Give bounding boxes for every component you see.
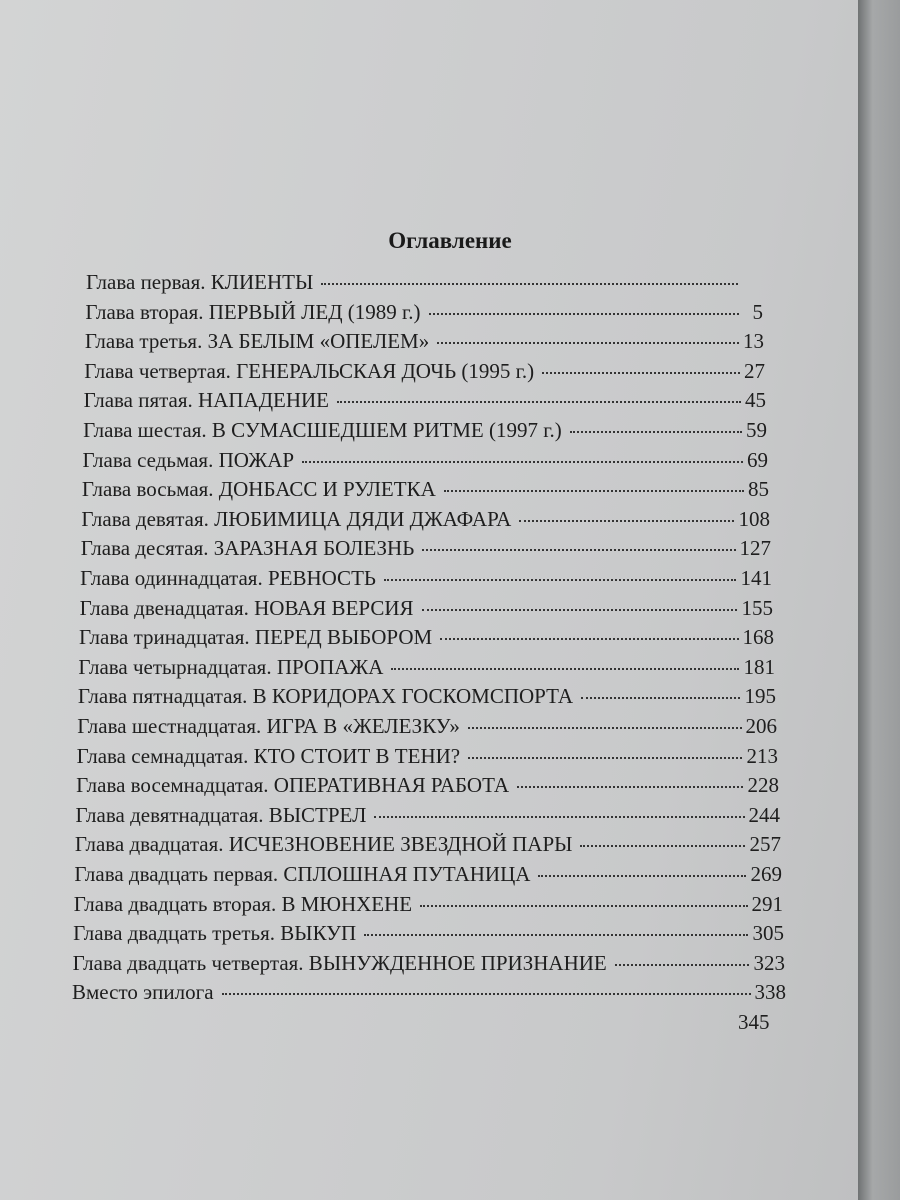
toc-entry-page: 338 <box>754 980 786 1005</box>
dot-leader <box>615 964 750 966</box>
toc-entry <box>72 980 786 1009</box>
toc-entry-page: 141 <box>740 566 772 590</box>
toc-entry-page: 168 <box>742 625 774 650</box>
page-edge <box>858 0 900 1200</box>
toc-entry <box>74 862 782 891</box>
toc-entry-title: Глава двенадцатая. НОВАЯ ВЕРСИЯ <box>79 595 414 620</box>
toc-entry-title: Глава двадцать вторая. В МЮНХЕНЕ <box>73 891 413 916</box>
toc-entry-page: 181 <box>743 654 775 679</box>
dot-leader <box>302 461 743 463</box>
toc-entry <box>78 655 775 684</box>
dot-leader <box>391 668 739 670</box>
toc-entry-page: 13 <box>742 329 764 354</box>
toc-entry-page: 85 <box>747 477 769 502</box>
toc-entry <box>84 388 766 417</box>
dot-leader <box>429 313 739 315</box>
toc-entry-page: 59 <box>745 418 767 442</box>
toc-entry-title: Глава пятая. НАПАДЕНИЕ <box>83 388 330 413</box>
dot-leader <box>374 816 744 818</box>
toc-entry-title: Глава третья. ЗА БЕЛЫМ «ОПЕЛЕМ» <box>84 329 430 354</box>
trailing-page-number: 345 <box>738 1010 770 1034</box>
dot-leader <box>468 757 742 759</box>
toc-entry-title: Глава девятая. ЛЮБИМИЦА ДЯДИ ДЖАФАРА <box>81 506 512 531</box>
toc-entry-title: Глава семнадцатая. КТО СТОИТ В ТЕНИ? <box>76 743 461 768</box>
toc-entry-title: Глава седьмая. ПОЖАР <box>82 447 295 472</box>
toc-entry-title: Глава двадцать третья. ВЫКУП <box>73 921 357 946</box>
toc-entry <box>78 684 776 713</box>
toc-entry <box>86 270 762 299</box>
dot-leader <box>337 401 741 403</box>
toc-entry-title: Вместо эпилога <box>72 980 214 1005</box>
toc-entry-page: 244 <box>748 802 780 827</box>
dot-leader <box>321 283 738 285</box>
toc-entry <box>80 566 772 595</box>
toc-entry <box>81 507 770 536</box>
toc-entry-title: Глава четырнадцатая. ПРОПАЖА <box>78 654 384 679</box>
toc-entry-page: 213 <box>746 743 778 768</box>
toc-entry-title: Глава пятнадцатая. В КОРИДОРАХ ГОСКОМСПОРТА <box>77 684 574 709</box>
dot-leader <box>440 638 738 640</box>
toc-entry-title: Глава шестая. В СУМАСШЕДШЕМ РИТМЕ (1997 г.) <box>83 418 562 442</box>
toc-entry-title: Глава восемнадцатая. ОПЕРАТИВНАЯ РАБОТА <box>76 773 510 798</box>
toc-entry <box>80 596 773 625</box>
toc-entry <box>81 536 771 565</box>
dot-leader <box>222 993 751 995</box>
toc-entry-page: 108 <box>738 506 770 531</box>
toc-entry-page: 228 <box>747 773 779 798</box>
toc-entry <box>85 329 764 358</box>
toc-entry-page: 291 <box>751 891 783 916</box>
toc-entry-title: Глава восьмая. ДОНБАСС И РУЛЕТКА <box>81 477 436 502</box>
toc-entry-title: Глава четвертая. ГЕНЕРАЛЬСКАЯ ДОЧЬ (1995 г.) <box>84 358 535 383</box>
toc-entry-title: Глава первая. КЛИЕНТЫ <box>86 270 314 294</box>
toc-entry-page: 27 <box>744 358 765 383</box>
toc-entry <box>83 418 767 447</box>
dot-leader <box>542 372 740 374</box>
toc-entry-title: Глава двадцатая. ИСЧЕЗНОВЕНИЕ ЗВЕЗДНОЙ ПАРЫ <box>74 832 573 857</box>
toc-entry <box>79 625 774 654</box>
toc-entry <box>77 714 777 743</box>
toc-entry-title: Глава десятая. ЗАРАЗНАЯ БОЛЕЗНЬ <box>80 536 415 561</box>
dot-leader <box>437 342 739 344</box>
dot-leader <box>468 727 742 729</box>
toc-entry-title: Глава двадцать первая. СПЛОШНАЯ ПУТАНИЦА <box>74 862 531 886</box>
dot-leader <box>580 845 745 847</box>
toc-entry <box>84 359 765 388</box>
toc-entry-title: Глава девятнадцатая. ВЫСТРЕЛ <box>75 802 367 827</box>
toc-entry <box>76 773 779 802</box>
dot-leader <box>422 549 735 551</box>
toc-entry-title: Глава одиннадцатая. РЕВНОСТЬ <box>80 566 376 590</box>
toc-entry-page: 45 <box>744 388 766 413</box>
toc-entry <box>74 892 783 921</box>
toc-entry <box>75 832 781 861</box>
toc-entry <box>82 477 769 506</box>
dot-leader <box>384 579 737 581</box>
page-title: Оглавление <box>388 228 512 253</box>
dot-leader <box>538 875 746 877</box>
dot-leader <box>422 609 738 611</box>
toc-entry <box>73 951 785 980</box>
toc-entry-page: 257 <box>749 832 781 857</box>
dot-leader <box>364 934 748 936</box>
toc-entry-page: 269 <box>750 862 782 886</box>
toc-entry-title: Глава вторая. ПЕРВЫЙ ЛЕД (1989 г.) <box>85 299 421 324</box>
toc-entry <box>77 744 778 773</box>
toc-entry-page: 305 <box>752 921 784 946</box>
toc-entry-page: 69 <box>747 447 768 472</box>
dot-leader <box>570 431 742 433</box>
dot-leader <box>519 520 734 522</box>
toc-entry <box>85 300 763 329</box>
dot-leader <box>517 786 743 788</box>
toc-entry-page: 195 <box>744 684 776 709</box>
dot-leader <box>581 697 740 699</box>
toc-entry-title: Глава тринадцатая. ПЕРЕД ВЫБОРОМ <box>79 625 433 650</box>
toc-entry <box>83 448 769 477</box>
toc-entry-title: Глава шестнадцатая. ИГРА В «ЖЕЛЕЗКУ» <box>77 714 460 738</box>
toc-entry <box>73 921 784 950</box>
toc-entry-title: Глава двадцать четвертая. ВЫНУЖДЕННОЕ ПРИЗНАНИЕ <box>72 950 607 975</box>
toc-entry-page: 127 <box>739 536 771 561</box>
dot-leader <box>420 905 747 907</box>
dot-leader <box>444 490 744 492</box>
toc-entry-page: 206 <box>745 714 777 738</box>
toc-entry-page: 155 <box>741 595 773 620</box>
toc-entry-page: 5 <box>752 299 763 324</box>
toc-entry <box>76 803 781 832</box>
toc-entry-page: 323 <box>753 950 785 975</box>
